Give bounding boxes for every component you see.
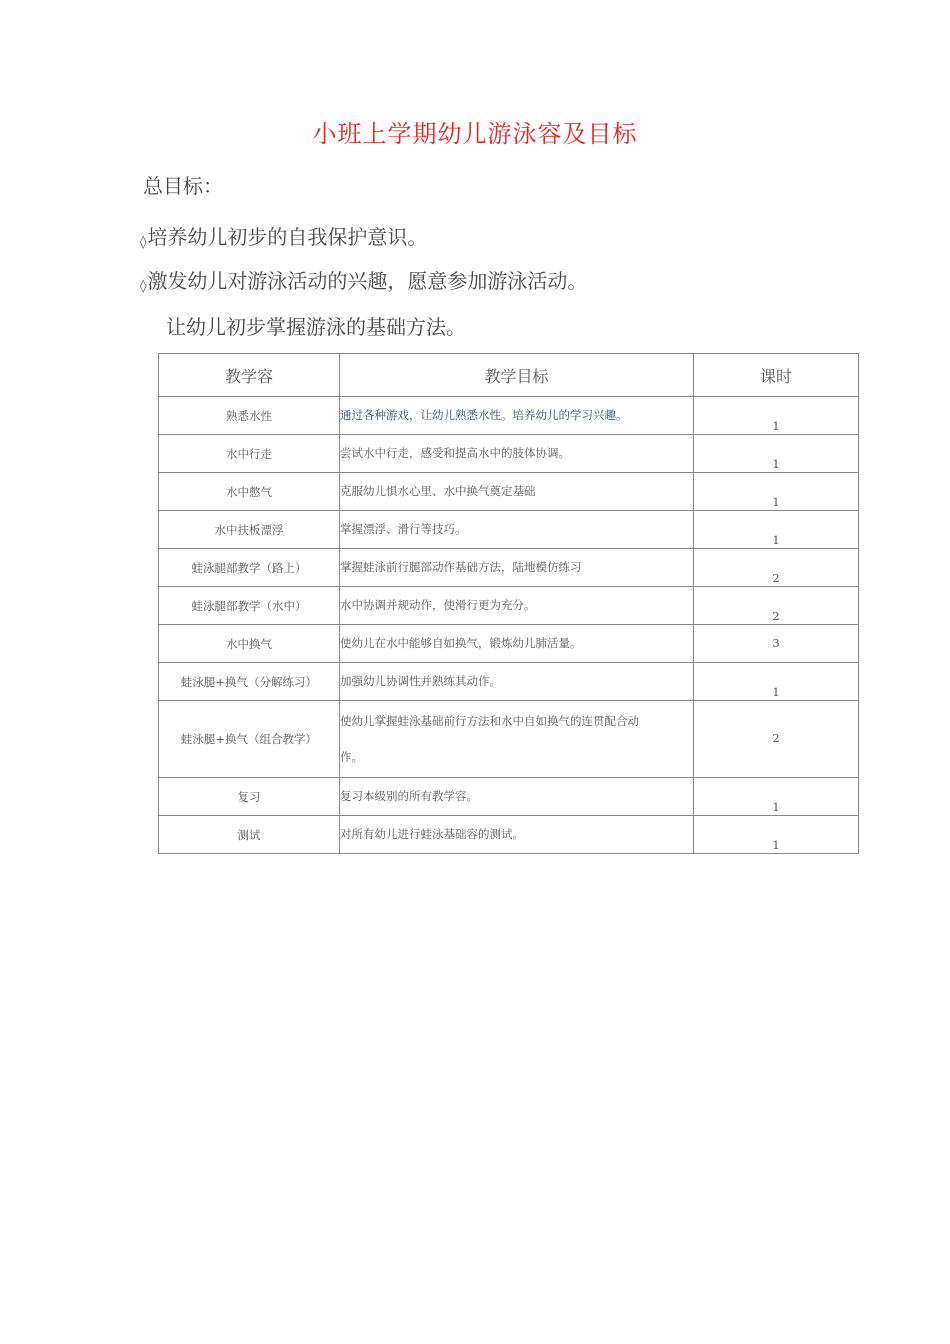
table-row (159, 435, 859, 473)
row-hours-value: 2 (772, 571, 780, 585)
row-hours-value: 2 (772, 609, 780, 623)
row-hours-value: 3 (772, 635, 780, 650)
row-goal: 对所有幼儿进行蛙泳基础容的测试。 (340, 816, 694, 854)
row-content: 蛙泳腿+换气（分解练习） (159, 663, 340, 701)
row-hours (694, 549, 859, 587)
goal-item-text: 让幼儿初步掌握游泳的基础方法。 (166, 315, 466, 339)
row-content: 蛙泳腿+换气（组合教学） (159, 701, 340, 778)
header-hours: 课时 (694, 354, 859, 397)
course-table (158, 353, 859, 854)
row-goal: 加强幼儿协调性并熟练其动作。 (340, 663, 694, 701)
row-hours (694, 701, 859, 778)
row-hours-value: 1 (772, 685, 780, 699)
row-hours (694, 397, 859, 435)
row-hours (694, 473, 859, 511)
row-goal-line: 作。 (340, 750, 363, 764)
row-content: 蛙泳腿部教学（路上） (159, 549, 340, 587)
header-goal: 教学目标 (340, 354, 694, 397)
row-goal: 使幼儿在水中能够自如换气，锻炼幼儿肺活量。 (340, 625, 694, 663)
table-row (159, 625, 859, 663)
table-row (159, 663, 859, 701)
row-goal: 掌握漂浮、滑行等技巧。 (340, 511, 694, 549)
row-hours-value: 1 (772, 838, 780, 852)
row-hours (694, 587, 859, 625)
document-title: 小班上学期幼儿游泳容及目标 (312, 120, 638, 148)
row-goal: 克服幼儿惧水心里、水中换气奠定基础 (340, 473, 694, 511)
row-hours-value: 1 (772, 495, 780, 509)
table-row (159, 816, 859, 854)
row-hours (694, 778, 859, 816)
diamond-bullet-icon: ◊ (140, 235, 147, 250)
table-row (159, 701, 859, 778)
table-header-row (159, 354, 859, 397)
goals-heading: 总目标： (143, 174, 223, 198)
row-content: 蛙泳腿部教学（水中） (159, 587, 340, 625)
row-hours (694, 435, 859, 473)
row-goal: 掌握蛙泳前行腿部动作基础方法，陆地模仿练习 (340, 549, 694, 587)
row-hours (694, 663, 859, 701)
row-hours-value: 1 (772, 457, 780, 471)
header-content: 教学容 (159, 354, 340, 397)
table-row (159, 549, 859, 587)
goal-item-2 (140, 265, 587, 294)
goal-item-text: 培养幼儿初步的自我保护意识。 (147, 225, 428, 249)
table-row (159, 511, 859, 549)
row-content: 水中扶板漂浮 (159, 511, 340, 549)
row-content: 复习 (159, 778, 340, 816)
row-content: 水中行走 (159, 435, 340, 473)
row-hours (694, 625, 859, 663)
goal-item-3 (166, 311, 466, 340)
row-goal: 水中协调并规动作，使滑行更为充分。 (340, 587, 694, 625)
table-row (159, 778, 859, 816)
row-hours-value: 1 (772, 800, 780, 814)
row-goal-line: 使幼儿掌握蛙泳基础前行方法和水中自如换气的连贯配合动 (340, 714, 639, 728)
row-hours-value: 2 (772, 731, 780, 745)
row-hours (694, 816, 859, 854)
diamond-bullet-icon: ◊ (140, 279, 147, 294)
table-row (159, 587, 859, 625)
row-goal: 通过各种游戏，让幼儿熟悉水性。培养幼儿的学习兴趣。 (340, 397, 694, 435)
goal-item-text: 激发幼儿对游泳活动的兴趣，愿意参加游泳活动。 (147, 269, 588, 293)
table-row (159, 473, 859, 511)
row-content: 测试 (159, 816, 340, 854)
row-hours (694, 511, 859, 549)
row-hours-value: 1 (772, 533, 780, 547)
row-content: 熟悉水性 (159, 397, 340, 435)
goal-item-1 (140, 221, 427, 250)
table-row (159, 397, 859, 435)
row-hours-value: 1 (772, 419, 780, 433)
row-goal: 复习本级别的所有教学容。 (340, 778, 694, 816)
row-content: 水中换气 (159, 625, 340, 663)
row-content: 水中憋气 (159, 473, 340, 511)
row-goal (340, 701, 694, 778)
row-goal: 尝试水中行走，感受和提高水中的肢体协调。 (340, 435, 694, 473)
